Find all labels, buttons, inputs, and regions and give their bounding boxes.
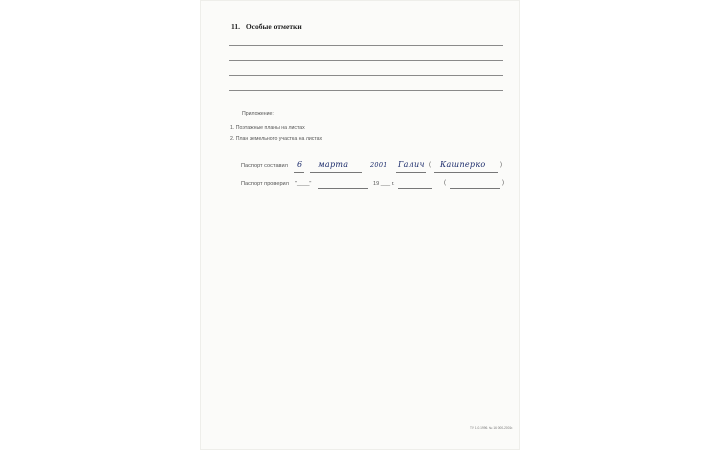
appendix-item-2: 2. План земельного участка на листах [230,136,323,142]
notes-line-2 [229,60,503,61]
checked-name-line [450,188,500,189]
compiled-name: Кашперко [440,160,486,169]
compiled-signature: Галич [398,160,425,169]
section-title: Особые отметки [245,22,302,31]
compiled-month: марта [318,160,349,169]
notes-line-1 [229,45,503,46]
compiled-paren-close: ) [500,162,502,168]
compiled-paren-open: ( [429,162,431,168]
checked-month-line [318,188,368,189]
notes-line-4 [229,90,503,91]
compiled-month-line [310,172,362,173]
checked-year: 19 ___ г. [373,181,395,187]
checked-paren-open: ( [444,180,446,186]
footer-imprint: ТУ 1.0.1996. № 16 000-2001г. [470,426,513,430]
document-page [200,0,520,450]
section-heading [231,22,302,31]
compiled-day: 6 [297,160,303,169]
notes-line-3 [229,75,503,76]
checked-signature-line [398,188,432,189]
compiled-signature-line [396,172,426,173]
compiled-name-line [434,172,498,173]
checked-paren-close: ) [502,180,504,186]
appendix-item-1: 1. Поэтажные планы на листах [230,125,305,131]
checked-label: Паспорт проверил [241,181,289,187]
compiled-year: 2001 [370,161,388,169]
checked-day: "____" [295,181,312,187]
compiled-label: Паспорт составил [241,163,288,169]
compiled-day-line [294,172,304,173]
appendix-title: Приложение: [242,111,274,117]
section-number: 11. [231,22,240,31]
